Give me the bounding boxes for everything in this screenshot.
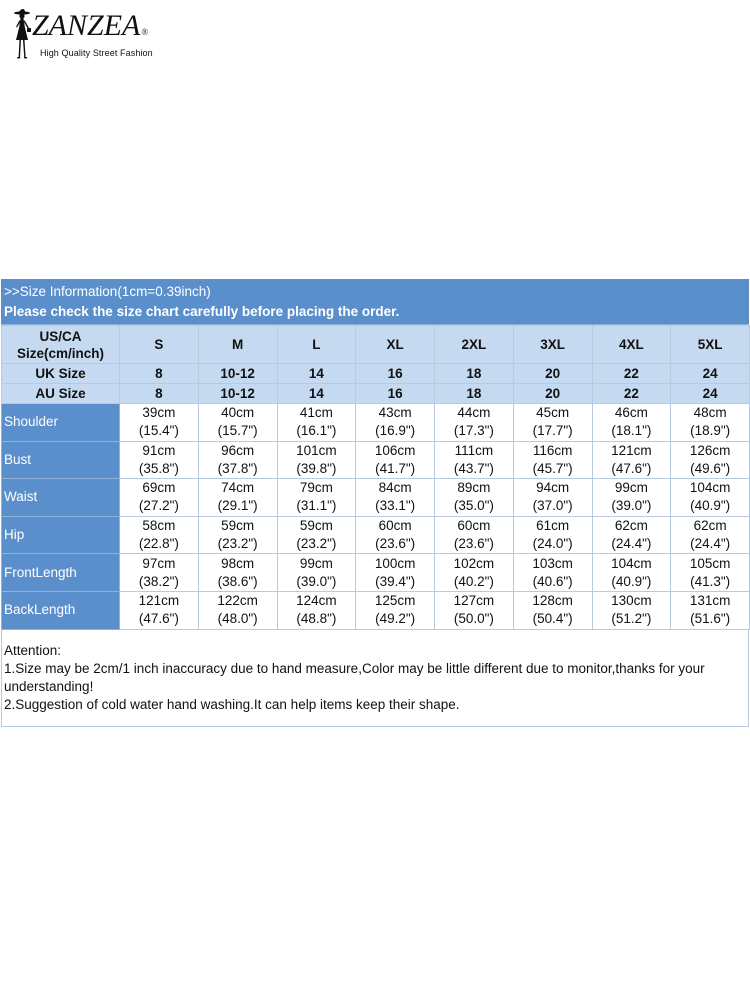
- measurement-row-front-length: [2, 554, 750, 592]
- measurement-label: Hip: [2, 516, 120, 554]
- cm-value: 130cm: [611, 593, 652, 609]
- cm-value: 106cm: [374, 442, 416, 458]
- inch-value: (17.3"): [453, 423, 494, 439]
- cm-value: 69cm: [142, 480, 176, 496]
- cm-value: 60cm: [457, 518, 491, 534]
- measurement-cell: [277, 479, 356, 517]
- attention-notes: [1, 630, 749, 727]
- cm-value: 41cm: [299, 405, 333, 421]
- inch-value: (24.4"): [611, 536, 652, 552]
- cm-value: 58cm: [142, 518, 176, 534]
- cm-value: 124cm: [296, 593, 337, 609]
- inch-value: (41.3"): [690, 573, 731, 589]
- attention-title: Attention:: [4, 642, 62, 658]
- cm-value: 105cm: [689, 555, 731, 571]
- registered-mark: ®: [141, 27, 149, 37]
- cm-value: 127cm: [453, 593, 495, 609]
- inch-value: (15.4"): [138, 423, 179, 439]
- cm-value: 121cm: [138, 593, 180, 609]
- measurement-cell: [671, 479, 750, 517]
- measurement-label: Waist: [2, 479, 120, 517]
- size-row-label: UK Size: [2, 364, 120, 384]
- inch-value: (40.9"): [611, 573, 652, 589]
- size-cell: 16: [356, 364, 435, 384]
- measurement-cell: [120, 479, 199, 517]
- cm-value: 89cm: [457, 480, 491, 496]
- size-cell: 16: [356, 384, 435, 404]
- inch-value: (23.6"): [375, 536, 416, 552]
- inch-value: (37.8"): [217, 460, 258, 476]
- size-chart-header: [1, 279, 749, 325]
- inch-value: (33.1"): [375, 498, 416, 514]
- cm-value: 94cm: [536, 480, 570, 496]
- inch-value: (24.0"): [532, 536, 573, 552]
- size-cell: 18: [435, 384, 514, 404]
- size-cell: 10-12: [198, 364, 277, 384]
- inch-value: (51.2"): [611, 611, 652, 627]
- measurement-cell: [592, 441, 671, 479]
- cm-value: 121cm: [611, 442, 652, 458]
- size-info-title: >>Size Information(1cm=0.39inch): [4, 284, 211, 299]
- measurement-label: Shoulder: [2, 404, 120, 442]
- attention-note-2: 2.Suggestion of cold water hand washing.It can help items keep their shape.: [4, 696, 460, 712]
- size-row-label: AU Size: [2, 384, 120, 404]
- inch-value: (31.1"): [296, 498, 337, 514]
- measurement-cell: [435, 441, 514, 479]
- zanzea-logo: [8, 8, 168, 60]
- cm-value: 111cm: [454, 442, 494, 458]
- size-cell: 10-12: [198, 384, 277, 404]
- cm-value: 101cm: [296, 442, 337, 458]
- measurement-cell: [120, 554, 199, 592]
- size-cell: 14: [277, 364, 356, 384]
- cm-value: 97cm: [142, 555, 176, 571]
- inch-value: (15.7"): [217, 423, 258, 439]
- inch-value: (39.8"): [296, 460, 337, 476]
- inch-value: (41.7"): [375, 460, 416, 476]
- size-table: [1, 325, 750, 630]
- cm-value: 62cm: [693, 518, 727, 534]
- size-cell: 24: [671, 384, 750, 404]
- measurement-cell: [198, 441, 277, 479]
- size-check-notice: Please check the size chart carefully before placing the order.: [4, 304, 400, 319]
- size-cell: 4XL: [592, 326, 671, 364]
- inch-value: (29.1"): [217, 498, 258, 514]
- cm-value: 99cm: [614, 480, 648, 496]
- cm-value: 102cm: [453, 555, 495, 571]
- measurement-cell: [435, 516, 514, 554]
- measurement-label: BackLength: [2, 591, 120, 629]
- measurement-cell: [198, 516, 277, 554]
- measurement-cell: [356, 479, 435, 517]
- size-cell: 22: [592, 364, 671, 384]
- measurement-cell: [671, 591, 750, 629]
- size-cell: 22: [592, 384, 671, 404]
- inch-value: (40.6"): [532, 573, 573, 589]
- measurement-cell: [671, 441, 750, 479]
- measurement-cell: [671, 404, 750, 442]
- size-cell: 3XL: [513, 326, 592, 364]
- inch-value: (49.2"): [375, 611, 416, 627]
- measurement-row-shoulder: [2, 404, 750, 442]
- inch-value: (37.0"): [532, 498, 573, 514]
- cm-value: 48cm: [693, 405, 727, 421]
- size-chart: [1, 279, 749, 727]
- cm-value: 62cm: [614, 518, 648, 534]
- measurement-cell: [198, 479, 277, 517]
- inch-value: (38.2"): [138, 573, 179, 589]
- size-cell: M: [198, 326, 277, 364]
- inch-value: (23.2"): [217, 536, 258, 552]
- cm-value: 96cm: [221, 442, 255, 458]
- size-cell: L: [277, 326, 356, 364]
- size-cell: XL: [356, 326, 435, 364]
- inch-value: (50.4"): [532, 611, 573, 627]
- inch-value: (47.6"): [138, 611, 179, 627]
- brand-text: ZANZEA: [32, 9, 141, 42]
- cm-value: 100cm: [374, 555, 416, 571]
- inch-value: (48.0"): [217, 611, 258, 627]
- measurement-cell: [513, 479, 592, 517]
- measurement-row-hip: [2, 516, 750, 554]
- brand-tagline: High Quality Street Fashion: [40, 48, 153, 58]
- measurement-cell: [435, 404, 514, 442]
- cm-value: 59cm: [221, 518, 255, 534]
- cm-value: 126cm: [689, 442, 731, 458]
- inch-value: (24.4"): [690, 536, 731, 552]
- measurement-cell: [671, 554, 750, 592]
- size-cell: 20: [513, 364, 592, 384]
- cm-value: 116cm: [532, 442, 573, 458]
- cm-value: 103cm: [532, 555, 573, 571]
- inch-value: (16.9"): [375, 423, 416, 439]
- measurement-row-back-length: [2, 591, 750, 629]
- inch-value: (18.9"): [690, 423, 731, 439]
- measurement-cell: [277, 441, 356, 479]
- inch-value: (49.6"): [690, 460, 731, 476]
- size-cell: 5XL: [671, 326, 750, 364]
- measurement-label: Bust: [2, 441, 120, 479]
- measurement-cell: [277, 516, 356, 554]
- cm-value: 91cm: [142, 442, 176, 458]
- cm-value: 131cm: [689, 593, 731, 609]
- brand-name: [32, 10, 148, 42]
- inch-value: (51.6"): [690, 611, 731, 627]
- cm-value: 61cm: [536, 518, 570, 534]
- inch-value: (22.8"): [138, 536, 179, 552]
- cm-value: 44cm: [457, 405, 491, 421]
- measurement-row-waist: [2, 479, 750, 517]
- size-cell: 18: [435, 364, 514, 384]
- measurement-label: FrontLength: [2, 554, 120, 592]
- size-row-us-ca: [2, 326, 750, 364]
- measurement-cell: [435, 554, 514, 592]
- measurement-cell: [513, 404, 592, 442]
- inch-value: (39.4"): [375, 573, 416, 589]
- size-row-au: [2, 384, 750, 404]
- cm-value: 104cm: [611, 555, 652, 571]
- cm-value: 43cm: [378, 405, 412, 421]
- size-cell: 14: [277, 384, 356, 404]
- measurement-cell: [120, 441, 199, 479]
- cm-value: 122cm: [217, 593, 258, 609]
- inch-value: (35.0"): [453, 498, 494, 514]
- measurement-cell: [435, 591, 514, 629]
- inch-value: (16.1"): [296, 423, 337, 439]
- measurement-cell: [435, 479, 514, 517]
- cm-value: 46cm: [614, 405, 648, 421]
- size-cell: 8: [120, 384, 199, 404]
- inch-value: (38.6"): [217, 573, 258, 589]
- measurement-cell: [356, 441, 435, 479]
- measurement-cell: [592, 479, 671, 517]
- fashion-figure-icon: [8, 8, 34, 60]
- cm-value: 74cm: [221, 480, 255, 496]
- measurement-cell: [277, 404, 356, 442]
- measurement-cell: [120, 591, 199, 629]
- measurement-cell: [356, 554, 435, 592]
- measurement-cell: [592, 554, 671, 592]
- measurement-cell: [356, 591, 435, 629]
- inch-value: (50.0"): [453, 611, 494, 627]
- cm-value: 104cm: [689, 480, 731, 496]
- cm-value: 84cm: [378, 480, 412, 496]
- inch-value: (43.7"): [453, 460, 494, 476]
- size-row-uk: [2, 364, 750, 384]
- cm-value: 39cm: [142, 405, 176, 421]
- measurement-cell: [198, 591, 277, 629]
- measurement-cell: [592, 516, 671, 554]
- measurement-cell: [671, 516, 750, 554]
- cm-value: 40cm: [221, 405, 255, 421]
- size-cell: 20: [513, 384, 592, 404]
- measurement-cell: [513, 441, 592, 479]
- inch-value: (39.0"): [611, 498, 652, 514]
- cm-value: 45cm: [536, 405, 570, 421]
- measurement-cell: [277, 554, 356, 592]
- cm-value: 79cm: [299, 480, 333, 496]
- cm-value: 98cm: [221, 555, 255, 571]
- measurement-cell: [513, 591, 592, 629]
- measurement-cell: [277, 591, 356, 629]
- size-cell: 8: [120, 364, 199, 384]
- inch-value: (48.8"): [296, 611, 337, 627]
- inch-value: (40.2"): [453, 573, 494, 589]
- inch-value: (35.8"): [138, 460, 179, 476]
- measurement-cell: [592, 591, 671, 629]
- inch-value: (17.7"): [532, 423, 573, 439]
- size-row-label: US/CA Size(cm/inch): [2, 326, 120, 364]
- inch-value: (18.1"): [611, 423, 652, 439]
- measurement-cell: [592, 404, 671, 442]
- cm-value: 125cm: [374, 593, 416, 609]
- size-cell: 24: [671, 364, 750, 384]
- measurement-cell: [198, 554, 277, 592]
- measurement-cell: [120, 516, 199, 554]
- inch-value: (39.0"): [296, 573, 337, 589]
- measurement-cell: [120, 404, 199, 442]
- size-cell: 2XL: [435, 326, 514, 364]
- inch-value: (45.7"): [532, 460, 573, 476]
- cm-value: 59cm: [299, 518, 333, 534]
- cm-value: 128cm: [532, 593, 573, 609]
- cm-value: 60cm: [378, 518, 412, 534]
- measurement-cell: [356, 516, 435, 554]
- cm-value: 99cm: [299, 555, 333, 571]
- measurement-row-bust: [2, 441, 750, 479]
- inch-value: (40.9"): [690, 498, 731, 514]
- measurement-cell: [356, 404, 435, 442]
- inch-value: (27.2"): [138, 498, 179, 514]
- measurement-cell: [198, 404, 277, 442]
- size-cell: S: [120, 326, 199, 364]
- measurement-cell: [513, 516, 592, 554]
- measurement-cell: [513, 554, 592, 592]
- inch-value: (47.6"): [611, 460, 652, 476]
- attention-note-1: 1.Size may be 2cm/1 inch inaccuracy due to hand measure,Color may be little different due to monitor,thanks for your understanding!: [4, 660, 705, 694]
- inch-value: (23.6"): [453, 536, 494, 552]
- inch-value: (23.2"): [296, 536, 337, 552]
